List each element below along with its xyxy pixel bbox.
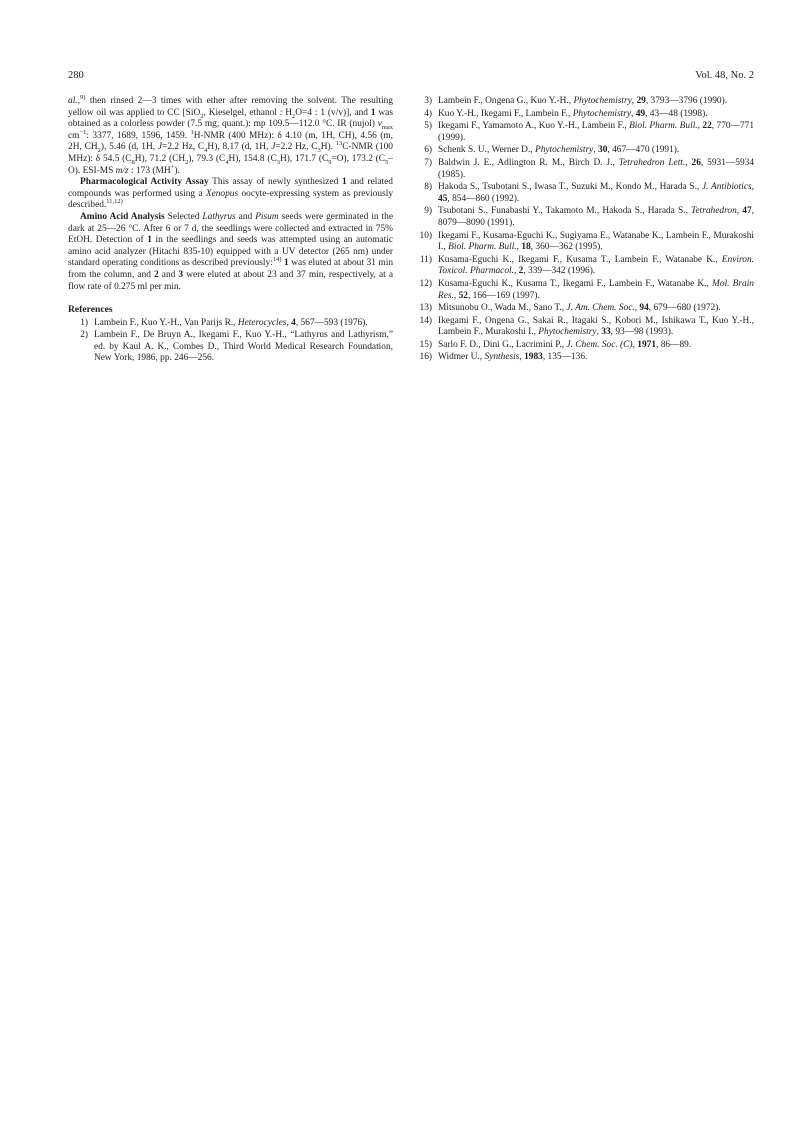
reference-item: 6) Schenk S. U., Werner D., Phytochemistry, 30, 467—470 (1991). — [424, 145, 680, 156]
page-header — [68, 70, 754, 84]
section-heading: Pharmacological Activity Assay — [80, 177, 209, 188]
reference-item: 5) Ikegami F., Yamamoto A., Kuo Y.-H., Lambein F., Biol. Pharm. Bull., 22, 770—771 (1999). — [424, 121, 754, 143]
reference-item: 4) Kuo Y.-H., Ikegami F., Lambein F., Phytochemistry, 49, 43—48 (1998). — [424, 108, 708, 119]
reference-item: 14) Ikegami F., Ongena G., Sakai R., Itagaki S., Kobori M., Ishikawa T., Kuo Y.-H., Lambein F., Murakoshi I., Phytochemistry, 33, 93—98 (1993). — [419, 315, 754, 338]
reference-item: 11) Kusama-Eguchi K., Ikegami F., Kusama T., Lambein F., Watanabe K., Environ. Toxicol. Pharmacol., 2, 339—342 (1996). — [419, 254, 754, 277]
reference-item: 12) Kusama-Eguchi K., Kusama T., Ikegami F., Lambein F., Watanabe K., Mol. Brain Res., 52, 166—169 (1997). — [419, 278, 754, 301]
section-heading: Amino Acid Analysis — [80, 211, 165, 222]
reference-item: 15) Sarlo F. D., Dini G., Lacrimini P., J. Chem. Soc. (C), 1971, 86—89. — [419, 339, 692, 350]
reference-item: 8) Hakoda S., Tsubotani S., Iwasa T., Suzuki M., Kondo M., Harada S., J. Antibiotics, 45, 854—860 (1992). — [424, 182, 754, 204]
references-list-right — [412, 96, 754, 364]
references-title: References — [68, 304, 113, 316]
reference-item: 1) Lambein F., Kuo Y.-H., Van Parijs R., Heterocycles, 4, 567—593 (1976). — [80, 317, 368, 328]
amino-acid-analysis-paragraph: Amino Acid Analysis Selected Lathyrus and Pisum seeds were germinated in the dark at 25—26 °C. After 6 or 7 d, the seedlings were collected and extracted in 75% EtOH. Detection of 1 in the seedlings and seeds was attempted using an automatic amino acid analyzer (Hitachi 835-10) equipped with a UV detector (265 nm) under standard operating conditions as described previously:$^{14)}$ 1 was eluted at about 31 min from the column, and 2 and 3 were eluted at about 23 and 37 min, respectively, at a flow rate of 0.275 ml per min. — [68, 211, 394, 292]
pharmacological-assay-paragraph: Pharmacological Activity Assay This assay of newly synthesized 1 and related compounds was performed using a Xenopus oocyte-expressing system as previously described.$^{11,12)}$ — [68, 177, 394, 211]
right-column — [412, 96, 754, 365]
journal-volume: Vol. 48, No. 2 — [695, 70, 754, 81]
page-number: 280 — [68, 70, 84, 81]
left-column — [68, 93, 394, 366]
references-list-left — [68, 318, 393, 365]
reference-item: 2) Lambein F., De Bruyn A., Ikegami F., Kuo Y.-H., “Lathyrus and Lathyrism,” ed. by Kaul A. K., Combes D., Third World Medical Research Foundation, New York, 1986, pp. 246—256. — [80, 330, 393, 364]
reference-item: 10) Ikegami F., Kusama-Eguchi K., Sugiyama E., Watanabe K., Lambein F., Murakoshi I., Biol. Pharm. Bull., 18, 360—362 (1995). — [419, 230, 754, 253]
reference-item: 9) Tsubotani S., Funabashi Y., Takamoto M., Hakoda S., Harada S., Tetrahedron, 47, 8079—8090 (1991). — [424, 206, 754, 228]
experimental-paragraph: al.,$^{9)}$ then rinsed 2—3 times with ether after removing the solvent. The resulting yellow oil was applied to CC [SiO$_2$, Kieselgel, ethanol : $H_2O=4$ : 1 (v/v)], and 1 was obtained as a colorless powder (7.5 mg, quant.): mp 109.5—112.0 °C. IR (nujol) $\nu_{max}$ $cm^{-1}$: 3377, 1689, 1596, 1459. $^1$H-NMR (400 MHz): δ 4.10 (m, 1H, CH), 4.56 (m, 2H, $CH_2$), 5.46 (d, 1H, J=2.2 Hz, $C_4H$), 8.17 (d, 1H, J=2.2 Hz, $C_3H$). $^{13}$C-NMR (100 MHz): δ 54.5 $(C_8H)$, 71.2 $(CH_2)$, 79.3 $(C_4H)$, 154.8 $(C_3H)$, 171.7 $(C_9=O)$, 173.2 $(C_5-O)$. ESI-MS m/z : 173 (MH+). — [68, 93, 393, 176]
reference-item: 3) Lambein F., Ongena G., Kuo Y.-H., Phytochemistry, 29, 3793—3796 (1990). — [424, 96, 728, 106]
reference-item: 16) Widmer U., Synthesis, 1983, 135—136. — [419, 352, 588, 363]
reference-item: 13) Mitsunobu O., Wada M., Sano T., J. Am. Chem. Soc., 94, 679—680 (1972). — [419, 303, 721, 314]
reference-item: 7) Baldwin J. E., Adlington R. M., Birch D. J., Tetrahedron Lett., 26, 5931—5934 (1985). — [424, 157, 755, 180]
